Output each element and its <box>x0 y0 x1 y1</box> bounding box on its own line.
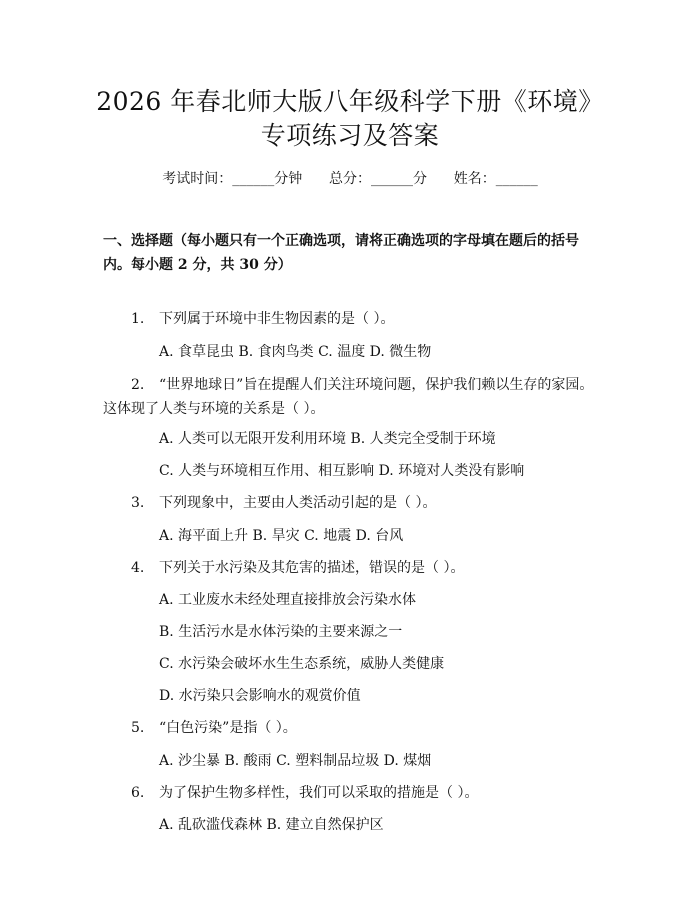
section-heading: 一、选择题（每小题只有一个正确选项，请将正确选项的字母填在题后的括号内。每小题 2 分，共 30 分） <box>103 233 579 273</box>
question-2-options-line1: A. 人类可以无限开发利用环境 B. 人类完全受制于环境 <box>159 431 496 447</box>
question-text: 下列关于水污染及其危害的描述，错误的是（ ）。 <box>159 560 465 576</box>
question-text: “白色污染”是指（ ）。 <box>159 720 297 736</box>
question-number: 1. <box>131 311 145 327</box>
question-text: 为了保护生物多样性，我们可以采取的措施是（ ）。 <box>159 785 479 801</box>
question-4 <box>131 556 464 580</box>
question-number: 5. <box>131 720 145 736</box>
question-3 <box>131 491 436 515</box>
exam-info: 考试时间：______分钟 总分：______分 姓名：______ <box>162 171 538 187</box>
question-4-option-a: A. 工业废水未经处理直接排放会污染水体 <box>159 592 417 608</box>
question-6-options: A. 乱砍滥伐森林 B. 建立自然保护区 <box>159 817 384 833</box>
document-title-line2: 专项练习及答案 <box>260 121 440 150</box>
question-5 <box>131 716 297 740</box>
question-text: “世界地球日”旨在提醒人们关注环境问题，保护我们赖以生存的家园。这体现了人类与环境的关系是（ ）。 <box>103 377 594 417</box>
question-number: 4. <box>131 560 145 576</box>
question-4-option-b: B. 生活污水是水体污染的主要来源之一 <box>159 624 403 640</box>
question-4-option-c: C. 水污染会破坏水生生态系统，威胁人类健康 <box>159 656 445 672</box>
document-title-line1: 2026 年春北师大版八年级科学下册《环境》 <box>96 87 604 116</box>
question-text: 下列现象中，主要由人类活动引起的是（ ）。 <box>159 495 437 511</box>
question-6 <box>131 781 478 805</box>
question-2-options-line2: C. 人类与环境相互作用、相互影响 D. 环境对人类没有影响 <box>159 463 525 479</box>
question-number: 6. <box>131 785 145 801</box>
question-text: 下列属于环境中非生物因素的是（ ）。 <box>159 311 395 327</box>
question-2 <box>103 373 603 421</box>
question-1 <box>131 307 394 331</box>
question-5-options: A. 沙尘暴 B. 酸雨 C. 塑料制品垃圾 D. 煤烟 <box>159 753 432 769</box>
question-number: 3. <box>131 495 145 511</box>
question-3-options: A. 海平面上升 B. 旱灾 C. 地震 D. 台风 <box>159 528 404 544</box>
question-1-options: A. 食草昆虫 B. 食肉鸟类 C. 温度 D. 微生物 <box>159 344 432 360</box>
question-4-option-d: D. 水污染只会影响水的观赏价值 <box>159 688 361 704</box>
question-number: 2. <box>131 377 145 393</box>
